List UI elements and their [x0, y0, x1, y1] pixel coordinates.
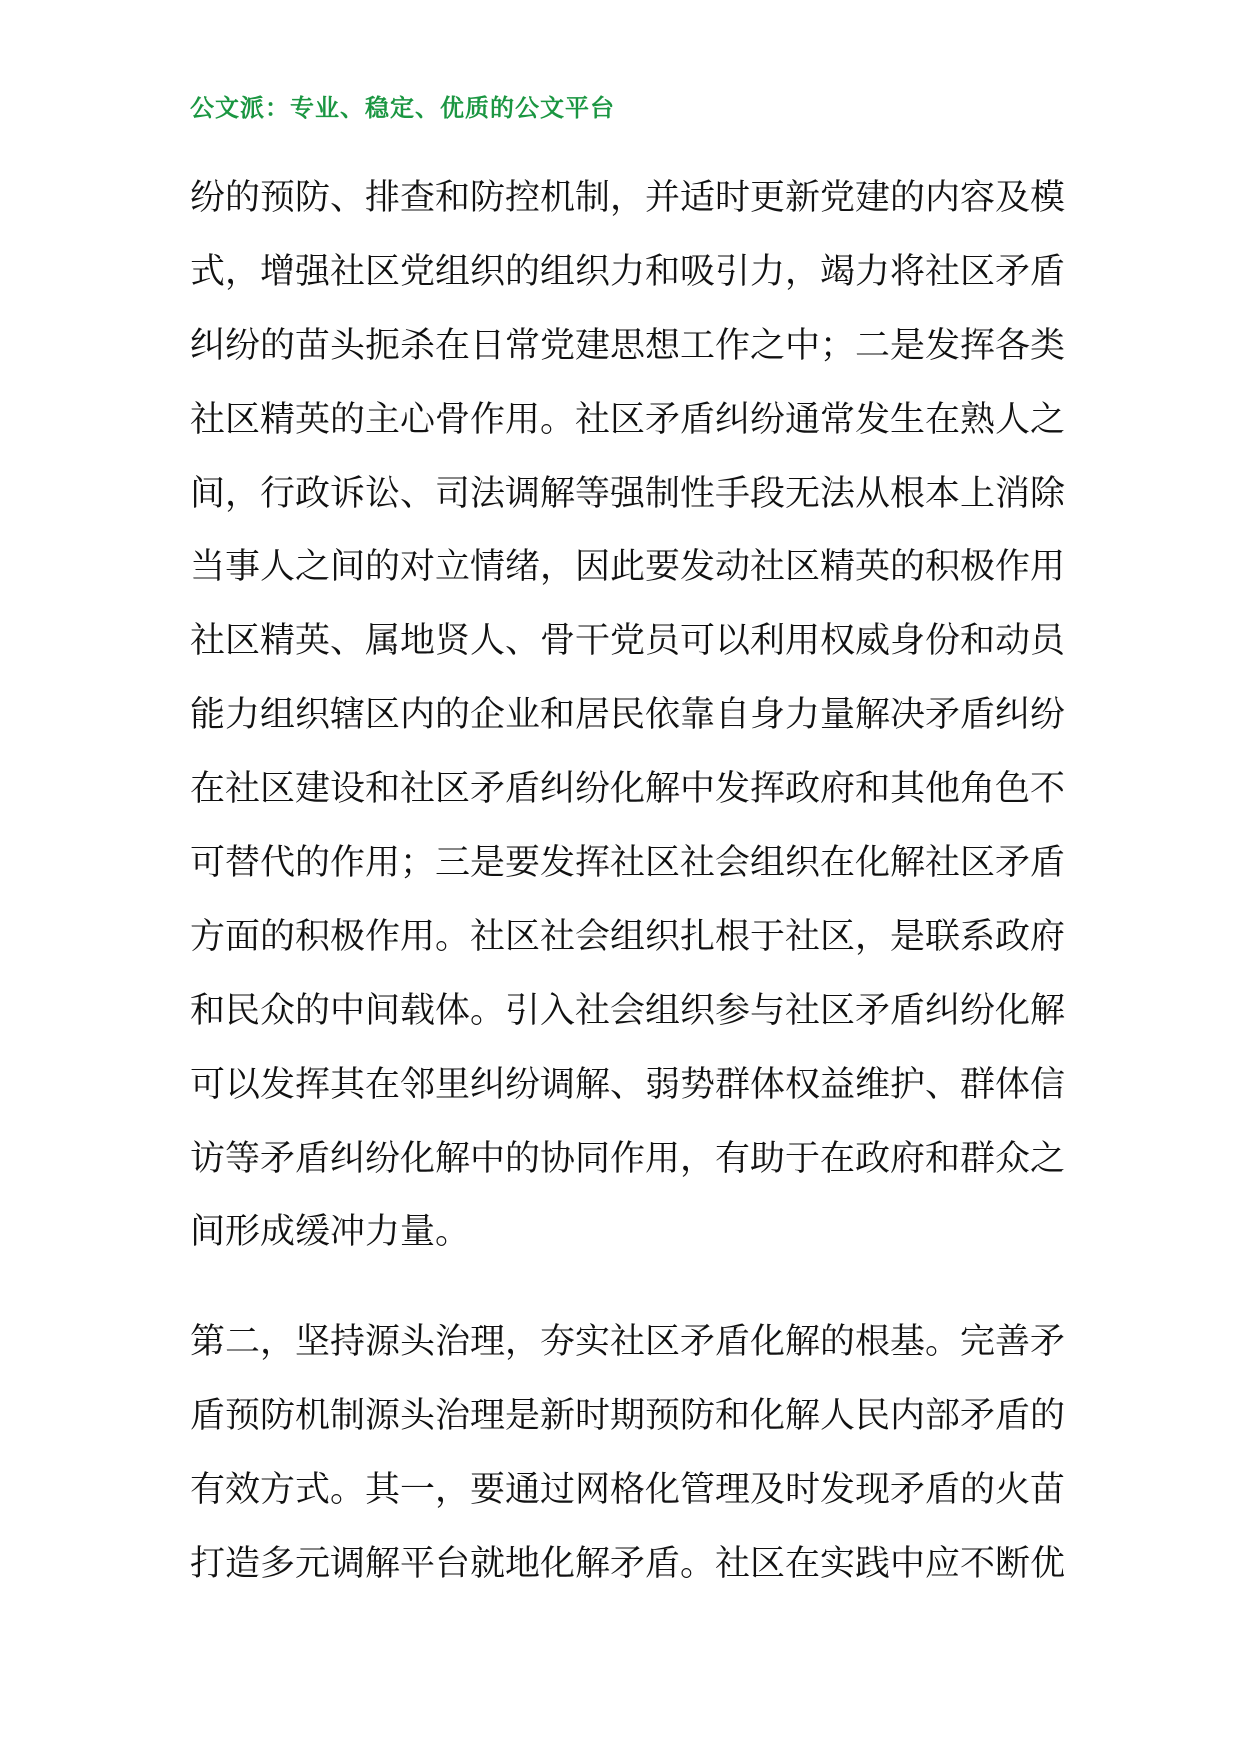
paragraph-2 [190, 1312, 1066, 1608]
text-line: 有效方式。其一，要通过网格化管理及时发现矛盾的火苗 [190, 1470, 1066, 1511]
text-line: 盾预防机制源头治理是新时期预防和化解人民内部矛盾的 [190, 1396, 1066, 1437]
text-line: 和民众的中间载体。引入社会组织参与社区矛盾纠纷化解 [190, 990, 1066, 1031]
text-line: 第二，坚持源头治理，夯实社区矛盾化解的根基。完善矛 [190, 1322, 1066, 1363]
text-line: 社区精英的主心骨作用。社区矛盾纠纷通常发生在熟人之 [190, 399, 1066, 440]
text-line: 当事人之间的对立情绪，因此要发动社区精英的积极作用 [190, 547, 1066, 588]
text-line: 可替代的作用；三是要发挥社区社会组织在化解社区矛盾 [190, 843, 1066, 884]
text-line: 在社区建设和社区矛盾纠纷化解中发挥政府和其他角色不 [190, 769, 1066, 810]
document-body [190, 168, 1066, 1608]
text-line: 式，增强社区党组织的组织力和吸引力，竭力将社区矛盾 [190, 251, 1066, 292]
text-line: 间，行政诉讼、司法调解等强制性手段无法从根本上消除 [190, 473, 1066, 514]
text-line: 社区精英、属地贤人、骨干党员可以利用权威身份和动员 [190, 621, 1066, 662]
text-line: 访等矛盾纠纷化解中的协同作用，有助于在政府和群众之 [190, 1138, 1066, 1179]
text-line: 打造多元调解平台就地化解矛盾。社区在实践中应不断优 [190, 1544, 1066, 1585]
text-line: 可以发挥其在邻里纠纷调解、弱势群体权益维护、群体信 [190, 1064, 1066, 1105]
text-line: 能力组织辖区内的企业和居民依靠自身力量解决矛盾纠纷 [190, 695, 1066, 736]
paragraph-gap [190, 1276, 1060, 1312]
text-line: 纷的预防、排查和防控机制，并适时更新党建的内容及模 [190, 178, 1066, 218]
paragraph-1 [190, 168, 1066, 1276]
text-line: 间形成缓冲力量。 [190, 1212, 471, 1253]
text-line: 纠纷的苗头扼杀在日常党建思想工作之中；二是发挥各类 [190, 325, 1066, 366]
text-line: 方面的积极作用。社区社会组织扎根于社区，是联系政府 [190, 916, 1066, 957]
site-banner: 公文派：专业、稳定、优质的公文平台 [190, 94, 615, 122]
